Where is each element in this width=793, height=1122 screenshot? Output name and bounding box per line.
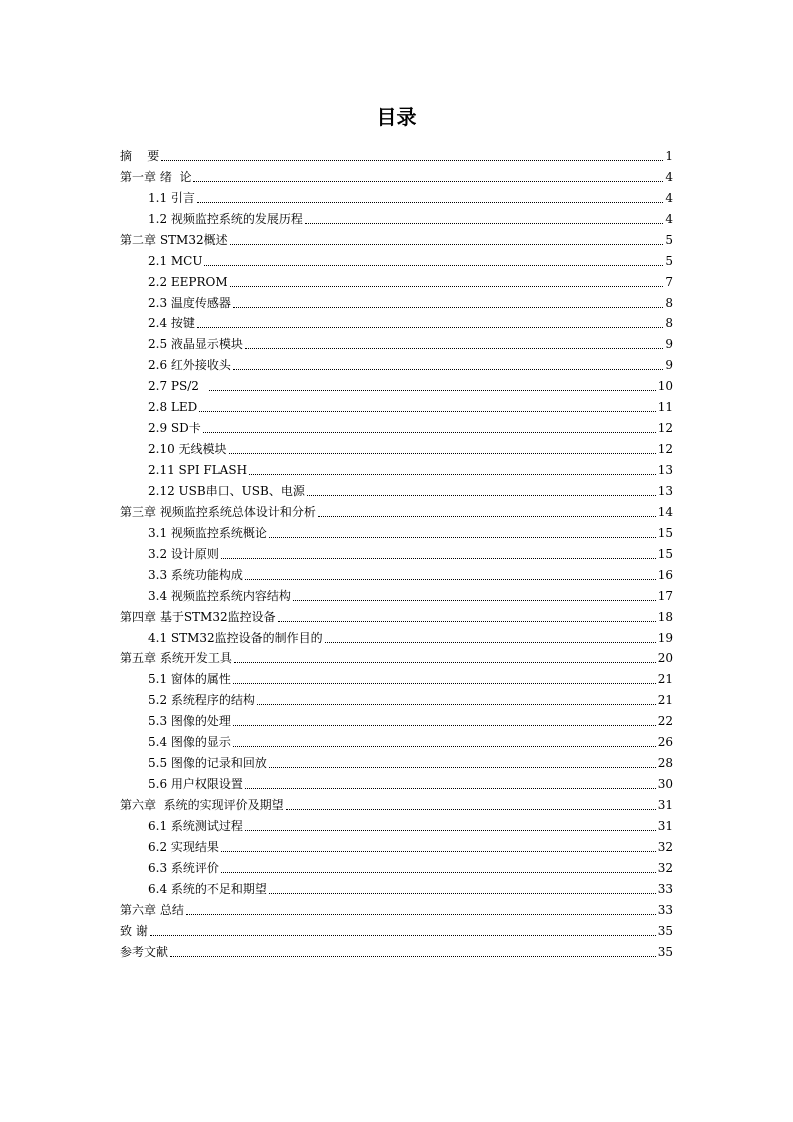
dot-leader	[204, 264, 663, 266]
dot-leader	[305, 222, 663, 224]
toc-entry-label: 6.2 实现结果	[148, 839, 219, 854]
toc-entry[interactable]	[120, 352, 673, 373]
toc-entry-page-number: 10	[657, 379, 673, 394]
dot-leader	[269, 892, 656, 894]
toc-entry-page-number: 20	[657, 651, 673, 666]
toc-list	[120, 143, 673, 960]
toc-entry-page-number: 32	[657, 839, 673, 854]
dot-leader	[233, 745, 656, 747]
dot-leader	[197, 326, 663, 328]
toc-entry-page-number: 35	[657, 923, 673, 938]
dot-leader	[229, 452, 656, 454]
toc-entry-label: 第六章 总结	[120, 902, 184, 917]
toc-entry[interactable]	[120, 792, 673, 813]
toc-entry[interactable]	[120, 876, 673, 897]
toc-entry[interactable]	[120, 227, 673, 248]
dot-leader	[230, 243, 664, 245]
toc-entry-label: 6.3 系统评价	[148, 860, 219, 875]
toc-entry[interactable]	[120, 729, 673, 750]
toc-entry[interactable]	[120, 813, 673, 834]
toc-entry[interactable]	[120, 583, 673, 604]
toc-entry-page-number: 18	[657, 609, 673, 624]
toc-entry-page-number: 8	[665, 316, 673, 331]
dot-leader	[150, 934, 656, 936]
toc-entry-page-number: 32	[657, 860, 673, 875]
toc-entry[interactable]	[120, 687, 673, 708]
toc-entry[interactable]	[120, 855, 673, 876]
toc-entry-label: 第五章 系统开发工具	[120, 651, 232, 666]
toc-entry[interactable]	[120, 373, 673, 394]
dot-leader	[234, 661, 656, 663]
toc-entry[interactable]	[120, 541, 673, 562]
toc-entry[interactable]	[120, 269, 673, 290]
toc-entry-label: 2.7 PS/2	[148, 379, 207, 394]
toc-entry-page-number: 26	[657, 735, 673, 750]
toc-entry-page-number: 5	[665, 232, 673, 247]
toc-entry-page-number: 21	[657, 693, 673, 708]
toc-entry[interactable]	[120, 771, 673, 792]
toc-entry[interactable]	[120, 646, 673, 667]
toc-entry[interactable]	[120, 918, 673, 939]
toc-entry-page-number: 15	[657, 525, 673, 540]
toc-entry[interactable]	[120, 311, 673, 332]
dot-leader	[170, 955, 656, 957]
dot-leader	[221, 557, 656, 559]
toc-entry-label: 2.12 USB串口、USB、电源	[148, 483, 305, 498]
toc-entry-page-number: 35	[657, 944, 673, 959]
toc-entry-label: 2.5 液晶显示模块	[148, 337, 243, 352]
toc-entry-label: 第三章 视频监控系统总体设计和分析	[120, 504, 316, 519]
toc-entry-page-number: 4	[665, 190, 673, 205]
toc-entry-page-number: 1	[665, 148, 673, 163]
toc-entry-label: 第一章 绪 论	[120, 169, 192, 184]
toc-entry[interactable]	[120, 143, 673, 164]
dot-leader	[209, 389, 656, 391]
dot-leader	[245, 787, 656, 789]
dot-leader	[221, 871, 656, 873]
dot-leader	[286, 808, 656, 810]
toc-entry[interactable]	[120, 436, 673, 457]
toc-entry-label: 3.1 视频监控系统概论	[148, 525, 267, 540]
dot-leader	[197, 201, 663, 203]
toc-entry-page-number: 15	[657, 546, 673, 561]
toc-entry-label: 2.1 MCU	[148, 253, 203, 268]
toc-entry-label: 2.3 温度传感器	[148, 295, 231, 310]
toc-entry-label: 致 谢	[120, 923, 148, 938]
toc-entry[interactable]	[120, 394, 673, 415]
toc-entry[interactable]	[120, 185, 673, 206]
dot-leader	[161, 159, 663, 161]
toc-entry-page-number: 9	[665, 337, 673, 352]
dot-leader	[233, 724, 656, 726]
toc-entry[interactable]	[120, 457, 673, 478]
dot-leader	[199, 410, 655, 412]
dot-leader	[233, 682, 656, 684]
toc-entry-label: 5.5 图像的记录和回放	[148, 756, 267, 771]
toc-entry-page-number: 13	[657, 483, 673, 498]
toc-entry-page-number: 8	[665, 295, 673, 310]
dot-leader	[186, 913, 656, 915]
dot-leader	[278, 620, 656, 622]
toc-entry-label: 第二章 STM32概述	[120, 232, 228, 247]
toc-entry-page-number: 31	[657, 818, 673, 833]
toc-entry-label: 1.1 引言	[148, 190, 195, 205]
dot-leader	[325, 641, 656, 643]
toc-entry-label: 2.11 SPI FLASH	[148, 463, 248, 477]
toc-entry-label: 参考文献	[120, 944, 169, 959]
toc-entry-label: 2.6 红外接收头	[148, 358, 231, 373]
toc-entry-page-number: 7	[665, 274, 673, 289]
toc-entry[interactable]	[120, 897, 673, 918]
toc-entry-label: 2.4 按键	[148, 316, 195, 331]
toc-entry-label: 5.4 图像的显示	[148, 735, 231, 750]
toc-entry-label: 第六章 系统的实现评价及期望	[120, 798, 284, 812]
dot-leader	[221, 850, 656, 852]
toc-entry[interactable]	[120, 331, 673, 352]
toc-entry-page-number: 4	[665, 211, 673, 226]
toc-entry-page-number: 5	[665, 253, 673, 268]
toc-entry[interactable]	[120, 939, 673, 960]
toc-entry-page-number: 4	[665, 169, 673, 184]
toc-entry-page-number: 21	[657, 672, 673, 687]
dot-leader	[233, 368, 663, 370]
dot-leader	[307, 494, 656, 496]
toc-entry-page-number: 11	[657, 400, 673, 415]
toc-entry-label: 5.2 系统程序的结构	[148, 693, 255, 708]
toc-entry[interactable]	[120, 290, 673, 311]
toc-entry-label: 1.2 视频监控系统的发展历程	[148, 211, 303, 226]
toc-entry[interactable]	[120, 248, 673, 269]
dot-leader	[318, 515, 656, 517]
toc-entry[interactable]	[120, 604, 673, 625]
dot-leader	[257, 703, 656, 705]
toc-entry-page-number: 22	[657, 714, 673, 729]
toc-entry-label: 2.8 LED	[148, 400, 198, 415]
toc-entry-page-number: 19	[657, 630, 673, 645]
dot-leader	[203, 431, 656, 433]
toc-entry-page-number: 33	[657, 902, 673, 917]
toc-entry-page-number: 14	[657, 504, 673, 519]
dot-leader	[233, 306, 663, 308]
dot-leader	[269, 766, 656, 768]
toc-entry-label: 2.10 无线模块	[148, 442, 227, 457]
toc-entry[interactable]	[120, 625, 673, 646]
dot-leader	[245, 829, 656, 831]
toc-entry-label: 3.2 设计原则	[148, 546, 219, 561]
toc-entry-label: 3.4 视频监控系统内容结构	[148, 588, 291, 603]
toc-entry-label: 摘 要	[120, 148, 160, 163]
toc-entry-label: 5.1 窗体的属性	[148, 672, 231, 687]
toc-entry-page-number: 17	[657, 588, 673, 603]
toc-entry[interactable]	[120, 415, 673, 436]
toc-entry-label: 6.4 系统的不足和期望	[148, 881, 267, 896]
toc-entry-label: 第四章 基于STM32监控设备	[120, 609, 276, 624]
toc-entry-page-number: 12	[657, 421, 673, 436]
dot-leader	[193, 180, 663, 182]
toc-entry[interactable]	[120, 164, 673, 185]
toc-entry-page-number: 13	[657, 463, 673, 477]
toc-entry-page-number: 33	[657, 881, 673, 896]
toc-entry-page-number: 12	[657, 442, 673, 457]
toc-title: 目录	[376, 105, 417, 129]
toc-entry[interactable]	[120, 666, 673, 687]
toc-entry-label: 5.6 用户权限设置	[148, 777, 243, 792]
dot-leader	[230, 285, 664, 287]
toc-entry[interactable]	[120, 834, 673, 855]
dot-leader	[293, 599, 656, 601]
dot-leader	[245, 578, 656, 580]
toc-entry[interactable]	[120, 520, 673, 541]
toc-entry-page-number: 31	[657, 798, 673, 812]
toc-entry-label: 3.3 系统功能构成	[148, 567, 243, 582]
toc-entry-page-number: 16	[657, 567, 673, 582]
toc-entry-label: 6.1 系统测试过程	[148, 818, 243, 833]
toc-entry-label: 4.1 STM32监控设备的制作目的	[148, 630, 323, 645]
dot-leader	[249, 473, 656, 475]
dot-leader	[269, 536, 656, 538]
toc-entry[interactable]	[120, 478, 673, 499]
toc-entry-label: 2.2 EEPROM	[148, 274, 228, 289]
dot-leader	[245, 347, 663, 349]
toc-entry-label: 2.9 SD卡	[148, 421, 201, 436]
toc-entry-page-number: 30	[657, 777, 673, 792]
toc-entry-page-number: 28	[657, 756, 673, 771]
toc-entry[interactable]	[120, 499, 673, 520]
toc-entry[interactable]	[120, 206, 673, 227]
toc-entry[interactable]	[120, 708, 673, 729]
toc-entry-page-number: 9	[665, 358, 673, 373]
toc-entry[interactable]	[120, 562, 673, 583]
toc-entry-label: 5.3 图像的处理	[148, 714, 231, 729]
toc-entry[interactable]	[120, 750, 673, 771]
